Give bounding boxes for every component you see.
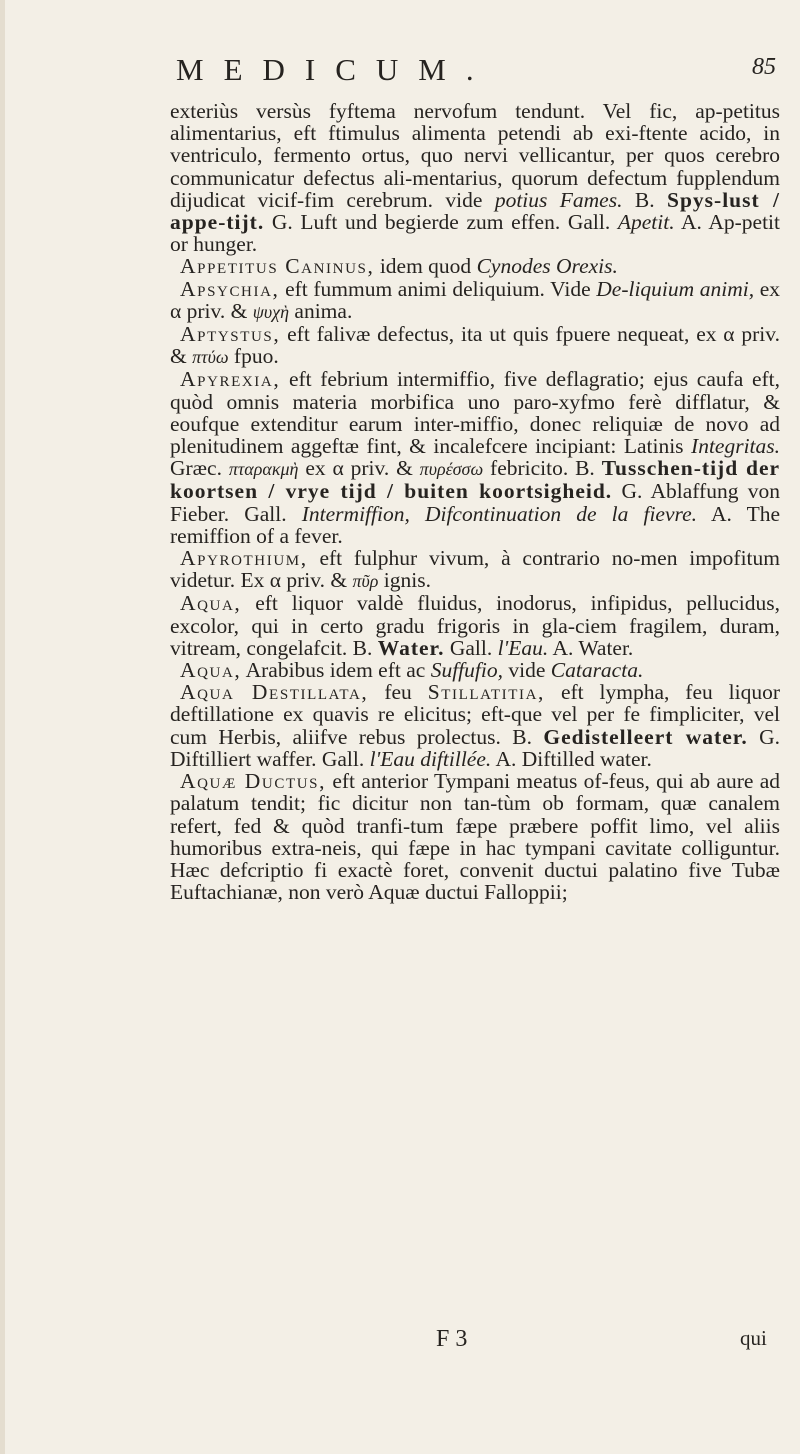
- page-number: 85: [752, 54, 776, 80]
- cross-reference: De-liquium animi,: [596, 276, 755, 301]
- greek-word: πυρέσσω: [419, 459, 484, 480]
- entry-aqua-destillata: Aqua Destillata, feu Stillatitia, eft lympha, feu liquor deftillatione ex quavis re elicitus; eft-que vel per fe fimpliciter, vel cum Herbis, aliifve rebus prolectus. B. Gedistelleert water. G. Diftilliert waffer. Gall. l'Eau diftillée. A. Diftilled water.: [170, 680, 781, 771]
- cross-reference: Cataracta.: [550, 658, 644, 683]
- greek-word: ψυχὴ: [252, 301, 290, 322]
- headword: Apsychia,: [180, 276, 280, 301]
- french-term: Apetit.: [617, 210, 675, 235]
- entry-aptystus: Aptystus, eft falivæ defectus, ita ut quis fpuere nequeat, ex α priv. & πτύω fpuo.: [170, 322, 780, 369]
- page-header: [0, 52, 800, 92]
- french-term: l'Eau.: [497, 635, 549, 660]
- catchword: qui: [740, 1326, 767, 1350]
- headword: Stillatitia,: [427, 680, 546, 705]
- headword: Aqua Destillata,: [180, 680, 369, 705]
- signature-mark: F 3: [436, 1326, 468, 1352]
- entry-appetitus-continued: exteriùs versùs fyftema nervofum tendunt. Vel fic, ap-petitus alimentarius, eft ftimulus alimenta petendi ab exi-ftente acido, in ventriculo, fermento ortus, quo nervi vellicantur, per quos cerebro communicatur defectus ali-mentarius, quorum defectum fupplendum dijudicat vicif-fim cerebrum. vide potius Fames. B. Spys-lust / appe-tijt. G. Luft und begierde zum effen. Gall. Apetit. A. Ap-petit or hunger.: [170, 99, 781, 257]
- headword: Aqua,: [180, 658, 242, 683]
- dutch-term: Water.: [377, 635, 445, 660]
- running-title: MEDICUM.: [176, 52, 494, 87]
- greek-word: πτύω: [192, 347, 229, 368]
- page-footer: [0, 1326, 800, 1356]
- cross-reference: Suffufio,: [430, 658, 503, 683]
- headword: Aptystus,: [180, 322, 281, 347]
- page-edge: [0, 0, 5, 1454]
- french-term: Intermiffion, Difcontinuation de la fievre.: [301, 501, 697, 526]
- entry-apyrexia: Apyrexia, eft febrium intermiffio, five deflagratio; ejus caufa eft, quòd omnis materia morbifica uno paro-xyfmo ferè difflatur, & eoufque extenditur earum inter-miffio, donec reliquiæ de novo ad plenitudinem aggeftæ fint, & incalefcere incipiant: Latinis Integritas. Græc. πταρακμὴ ex α priv. & πυρέσσω febricito. B. Tusschen-tijd der koortsen / vrye tijd / buiten koortsigheid. G. Ablaffung von Fieber. Gall. Intermiffion, Difcontinuation de la fievre. A. The remiffion of a fever.: [170, 367, 781, 548]
- greek-word: πῦρ: [352, 571, 379, 592]
- headword: Aquæ Ductus,: [180, 769, 327, 794]
- headword: Appetitus Caninus,: [180, 254, 375, 279]
- headword: Aqua,: [180, 591, 242, 616]
- cross-reference: Cynodes Orexis.: [476, 254, 618, 279]
- entry-aqua: Aqua, eft liquor valdè fluidus, inodorus, infipidus, pellucidus, excolor, qui in certo gradu frigoris in gla-ciem fragilem, duram, vitream, congelafcit. B. Water. Gall. l'Eau. A. Water.: [170, 591, 781, 660]
- headword: Apyrothium,: [180, 546, 308, 571]
- french-term: l'Eau diftillée.: [369, 746, 492, 771]
- cross-reference: Integritas.: [691, 434, 781, 459]
- headword: Apyrexia,: [180, 367, 281, 392]
- dutch-term: Gedistelleert water.: [543, 724, 748, 749]
- entry-aqua-arabibus: Aqua, Arabibus idem eft ac Suffufio, vide Cataracta.: [180, 658, 644, 683]
- entry-apyrothium: Apyrothium, eft fulphur vivum, à contrario no-men impofitum videtur. Ex α priv. & πῦρ ignis.: [170, 546, 781, 593]
- dutch-term: Spys-lust / appe-tijt.: [170, 187, 781, 235]
- page-body: [170, 100, 780, 903]
- greek-word: πταρακμὴ: [228, 459, 299, 480]
- dutch-term: Tusschen-tijd der koortsen / vrye tijd / buiten koortsigheid.: [170, 456, 781, 504]
- cross-reference: potius Fames.: [494, 187, 623, 212]
- entry-appetitus-caninus: Appetitus Caninus, idem quod Cynodes Orexis.: [180, 254, 618, 279]
- entry-aquae-ductus: Aquæ Ductus, eft anterior Tympani meatus of-feus, qui ab aure ad palatum tendit; fic dicitur non tan-tùm ob formam, quæ canalem refert, fed & quòd tranfi-tum fæpe præbere poffit limo, vel aliis humoribus extra-neis, qui fæpe in hac tympani cavitate colliguntur. Hæc defcriptio fi exactè foret, convenit ductui palatino five Tubæ Euftachianæ, non verò Aquæ ductui Falloppii;: [170, 769, 780, 905]
- entry-apsychia: Apsychia, eft fummum animi deliquium. Vide De-liquium animi, ex α priv. & ψυχὴ anima.: [170, 276, 781, 323]
